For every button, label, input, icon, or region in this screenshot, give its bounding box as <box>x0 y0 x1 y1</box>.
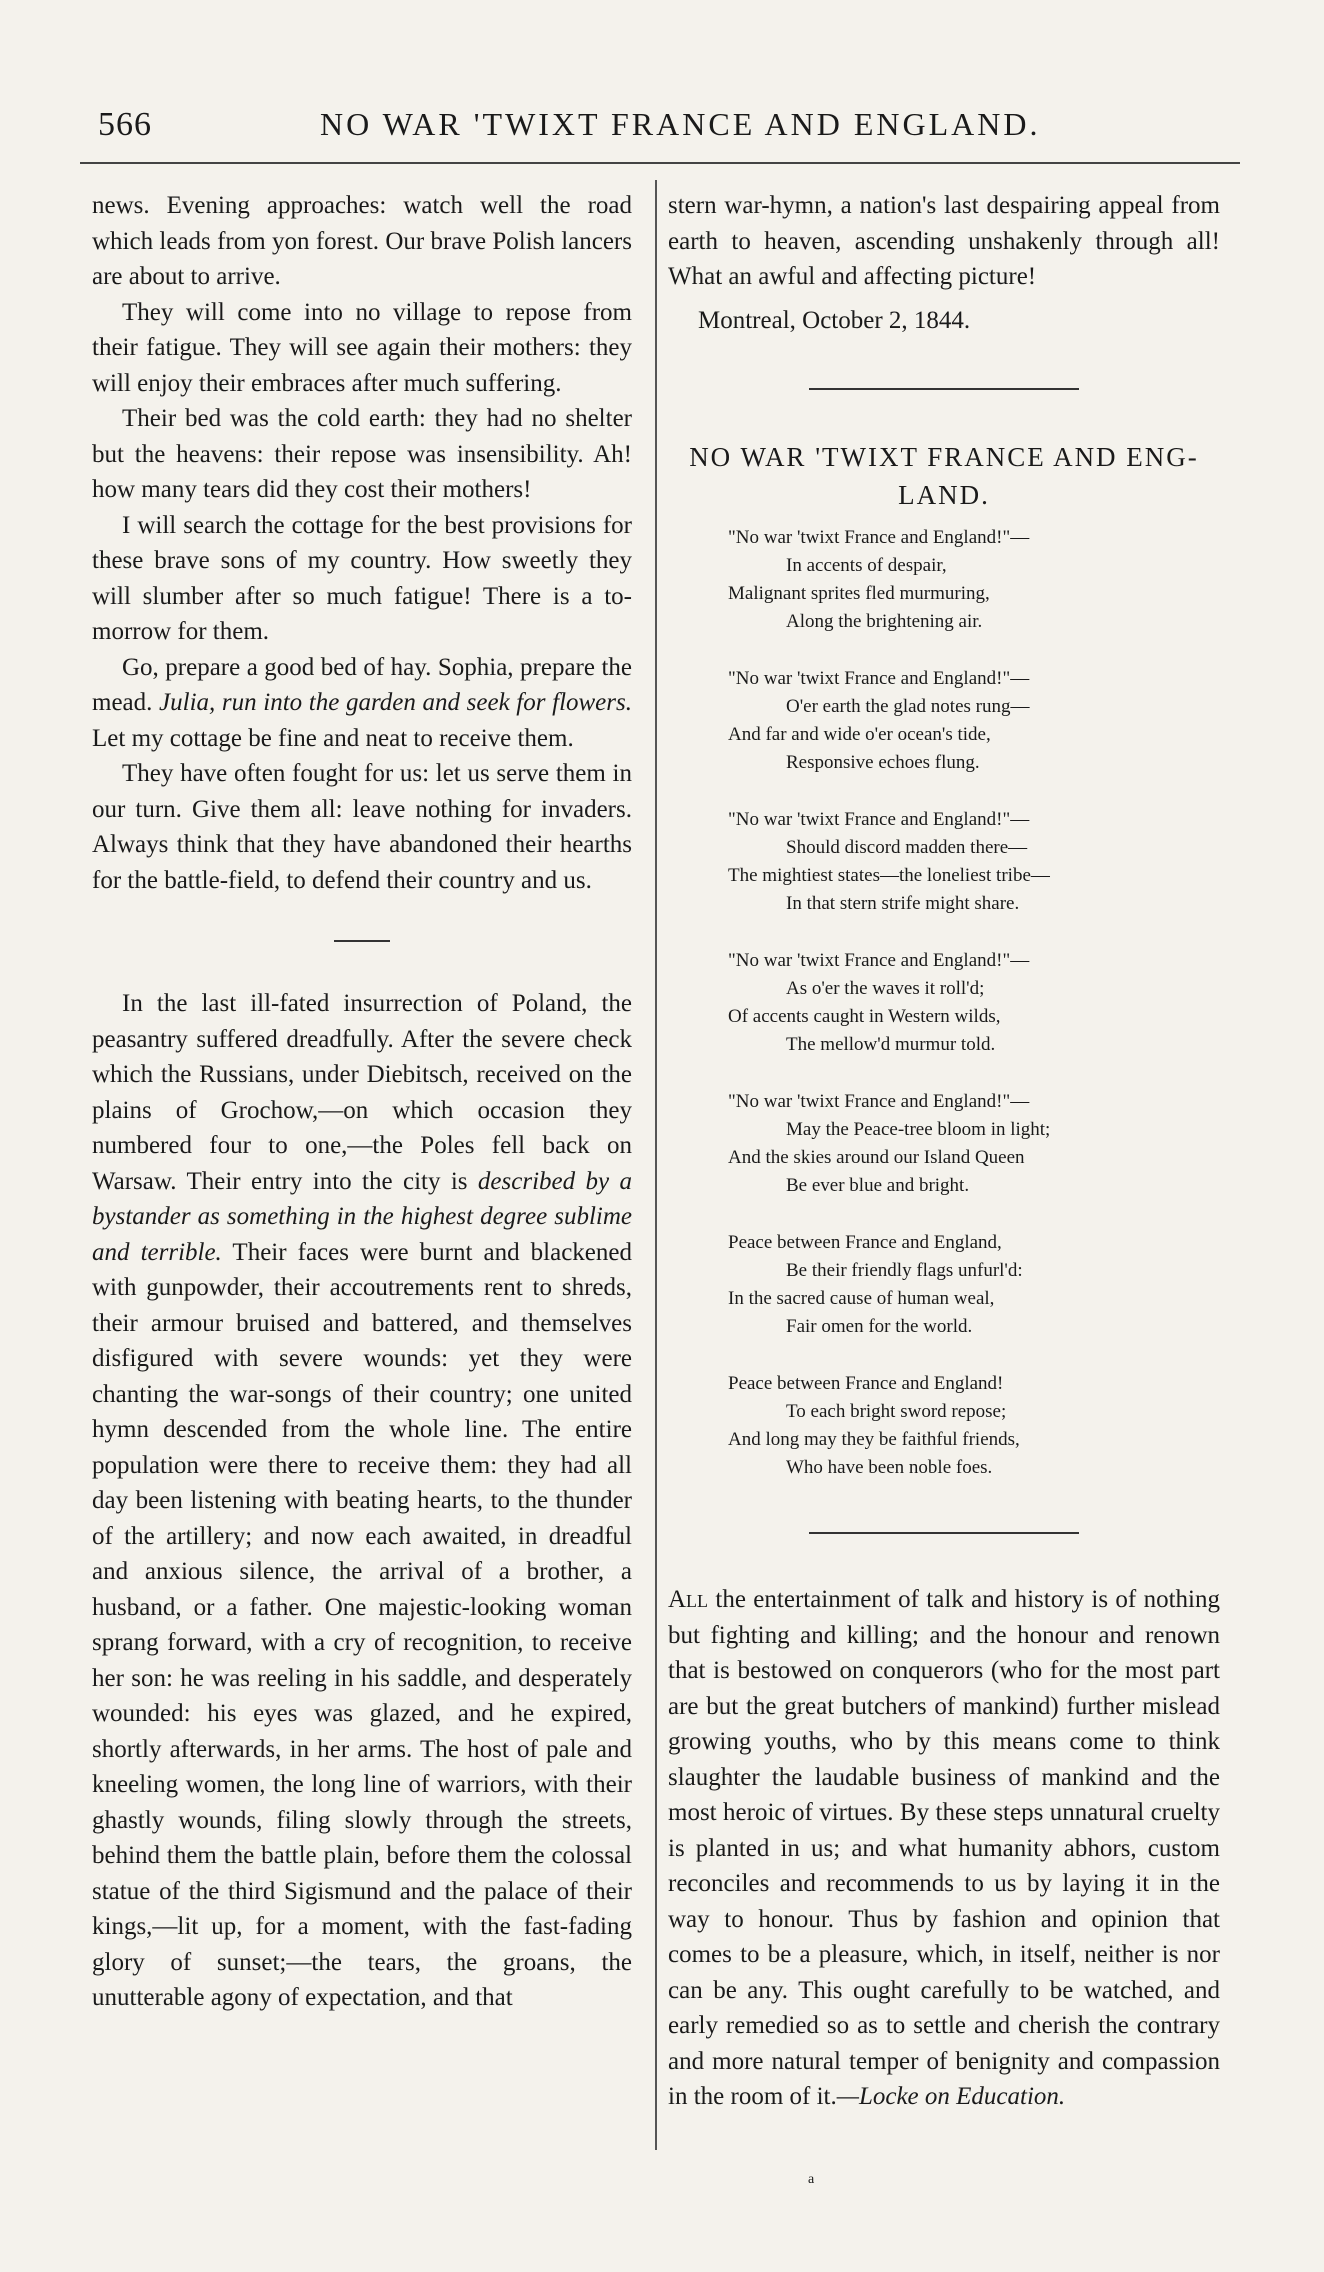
stanza <box>728 947 1220 1059</box>
text-run: Go, prepare a good bed of hay. Sophia, prepare the mead. <box>92 653 632 716</box>
left-column <box>92 188 632 2016</box>
poem-line: Malignant sprites fled murmuring, <box>728 583 990 604</box>
poem-title-line: NO WAR 'TWIXT FRANCE AND ENG- <box>689 442 1199 472</box>
attribution: —Locke on Education. <box>836 2083 1066 2110</box>
poem-line: In that stern strife might share. <box>786 893 1020 914</box>
right-column <box>668 188 1220 2115</box>
paragraph-continuation: stern war-hymn, a nation's last despairing appeal from earth to heaven, ascending unshakenly through all! What an awful and affecting picture! <box>668 192 1220 290</box>
poem-line: "No war 'twixt France and England!"— <box>728 1091 1030 1112</box>
poem-line: May the Peace-tree bloom in light; <box>786 1119 1051 1140</box>
signature-mark: a <box>808 2172 815 2187</box>
paragraph: I will search the cottage for the best provisions for these brave sons of my country. How sweetly they will slumber after so much fatigue! There is a to-morrow for them. <box>92 511 632 645</box>
poem-line: Be their friendly flags unfurl'd: <box>786 1260 1023 1281</box>
dateline: Montreal, October 2, 1844. <box>698 306 971 334</box>
poem-line: O'er earth the glad notes rung— <box>786 696 1030 717</box>
paragraph <box>668 1582 1220 2115</box>
column-divider <box>655 180 657 2150</box>
paragraph <box>92 986 632 2016</box>
paragraph: news. Evening approaches: watch well the road which leads from yon forest. Our brave Polish lancers are about to arrive. <box>92 192 632 290</box>
paragraph: They will come into no village to repose from their fatigue. They will see again their mothers: they will enjoy their embraces after much suffering. <box>92 298 632 397</box>
small-caps-lead: All <box>668 1586 709 1613</box>
poem-line: Responsive echoes flung. <box>786 752 980 773</box>
poem-line: Who have been noble foes. <box>786 1457 993 1478</box>
stanza <box>728 1088 1220 1200</box>
header-rule <box>80 162 1240 164</box>
poem-line: "No war 'twixt France and England!"— <box>728 668 1030 689</box>
text-run: the entertainment of talk and history is of nothing but fighting and killing; and the honour and renown that is bestowed on conquerors (who for the most part are but the great butchers of mankind) further mislead growing youths, who by this means come to think slaughter the laudable business of mankind and the most heroic of virtues. By these steps unnatural cruelty is planted in us; and what humanity abhors, custom reconciles and recommends to us by laying it in the way to honour. Thus by fashion and opinion that comes to be a pleasure, which, in itself, neither is nor can be any. This ought carefully to be watched, and early remedied so as to settle and cherish the contrary and more natural temper of benignity and compassion in the room of it. <box>668 1586 1220 2110</box>
running-title: NO WAR 'TWIXT FRANCE AND ENGLAND. <box>320 106 1041 142</box>
paragraph: They have often fought for us: let us serve them in our turn. Give them all: leave nothing for invaders. Always think that they have abandoned their hearths for the battle-field, to defend their country and us. <box>92 760 632 894</box>
poem-line: And the skies around our Island Queen <box>728 1147 1025 1168</box>
stanza <box>728 1370 1220 1482</box>
stanza <box>728 665 1220 777</box>
poem-line: The mellow'd murmur told. <box>786 1034 996 1055</box>
poem <box>668 524 1220 1482</box>
poem-line: To each bright sword repose; <box>786 1401 1007 1422</box>
poem-line: Along the brightening air. <box>786 611 983 632</box>
stanza <box>728 524 1220 636</box>
poem-line: As o'er the waves it roll'd; <box>786 978 985 999</box>
poem-line: Peace between France and England, <box>728 1232 1002 1253</box>
italic-text: described by a bystander as something in the highest degree sublime and terrible. <box>92 1167 632 1266</box>
section-separator <box>809 388 1079 390</box>
poem-line: And far and wide o'er ocean's tide, <box>728 724 991 745</box>
poem-line: Of accents caught in Western wilds, <box>728 1006 1001 1027</box>
text-run: Let my cottage be fine and neat to receive them. <box>92 724 574 752</box>
poem-line: "No war 'twixt France and England!"— <box>728 950 1030 971</box>
paragraph: Their bed was the cold earth: they had no shelter but the heavens: their repose was insensibility. Ah! how many tears did they cost their mothers! <box>92 405 632 503</box>
poem-line: And long may they be faithful friends, <box>728 1429 1020 1450</box>
text-run: In the last ill-fated insurrection of Poland, the peasantry suffered dreadfully. After the severe check which the Russians, under Diebitsch, received on the plains of Grochow,—on which occasion they numbered four to one,—the Poles fell back on Warsaw. Their entry into the city is <box>92 990 632 1195</box>
section-separator <box>809 1532 1079 1534</box>
section-separator <box>334 940 390 942</box>
page-header <box>90 106 1240 156</box>
poem-line: "No war 'twixt France and England!"— <box>728 809 1030 830</box>
page-number: 566 <box>98 106 152 143</box>
italic-text: Julia, run into the garden and seek for flowers. <box>159 689 632 716</box>
poem-line: Should discord madden there— <box>786 837 1028 858</box>
poem-line: Peace between France and England! <box>728 1373 1004 1394</box>
poem-title <box>668 438 1220 514</box>
poem-line: In the sacred cause of human weal, <box>728 1288 995 1309</box>
stanza <box>728 1229 1220 1341</box>
poem-line: The mightiest states—the loneliest tribe— <box>728 865 1050 886</box>
poem-line: In accents of despair, <box>786 555 947 576</box>
stanza <box>728 806 1220 918</box>
poem-line: Be ever blue and bright. <box>786 1175 970 1196</box>
poem-line: "No war 'twixt France and England!"— <box>728 527 1030 548</box>
paragraph <box>92 650 632 757</box>
poem-title-line: LAND. <box>898 480 990 510</box>
text-run: Their faces were burnt and blackened with gunpowder, their accoutrements rent to shreds, their armour bruised and battered, and themselves disfigured with severe wounds: yet they were chanting the war-songs of their country; one united hymn descended from the whole line. The entire population were there to receive them: they had all day been listening with beating hearts, to the thunder of the artillery; and now each awaited, in dreadful and anxious silence, the arrival of a brother, a husband, or a father. One majestic-looking woman sprang forward, with a cry of recognition, to receive her son: he was reeling in his saddle, and desperately wounded: his eyes was glazed, and he expired, shortly afterwards, in her arms. The host of pale and kneeling women, the long line of warriors, with their ghastly wounds, filing slowly through the streets, behind them the battle plain, before them the colossal statue of the third Sigismund and the palace of their kings,—lit up, for a moment, with the fast-fading glory of sunset;—the tears, the groans, the unutterable agony of expectation, and that <box>92 1238 632 2011</box>
poem-line: Fair omen for the world. <box>786 1316 973 1337</box>
